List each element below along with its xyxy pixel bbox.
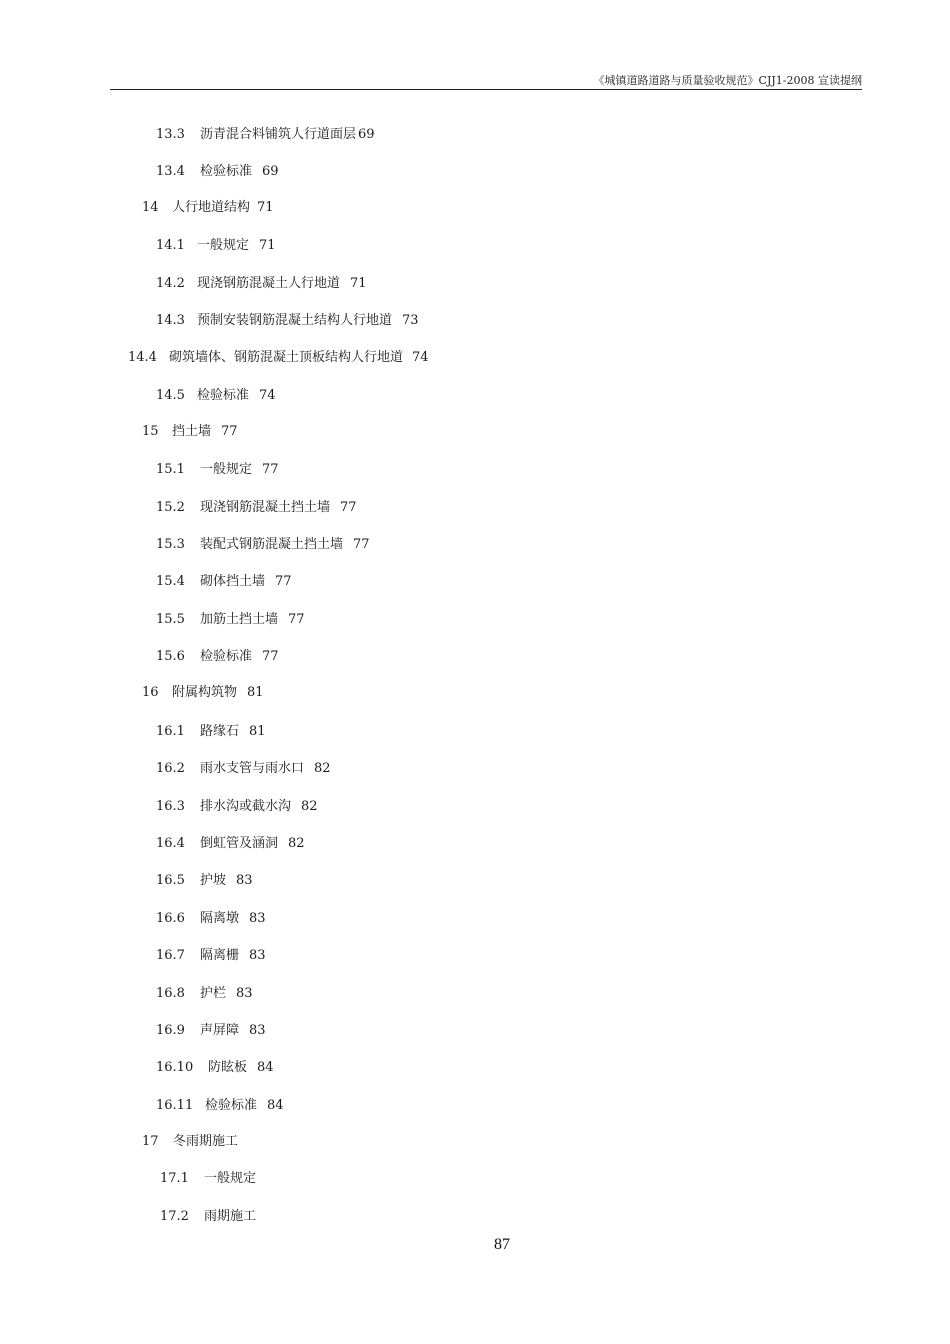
toc-entry-number: 15.6	[156, 649, 185, 664]
toc-entry[interactable]	[156, 237, 276, 255]
toc-entry-number: 16.9	[156, 1023, 185, 1038]
toc-entry[interactable]	[156, 126, 375, 144]
toc-entry[interactable]	[156, 499, 357, 517]
toc-entry-page: 84	[257, 1060, 274, 1075]
toc-entry-page: 81	[249, 724, 266, 739]
toc-entry-number: 15	[142, 424, 159, 439]
toc-entry-number: 17	[142, 1134, 159, 1149]
toc-entry[interactable]	[156, 163, 279, 181]
toc-entry[interactable]	[156, 611, 305, 629]
toc-entry-number: 15.3	[156, 537, 185, 552]
toc-entry[interactable]	[128, 349, 429, 367]
toc-entry-page: 83	[249, 948, 266, 963]
toc-entry-title: 隔离墩	[200, 911, 240, 926]
toc-entry-title: 加筋土挡土墙	[200, 612, 279, 627]
toc-entry-number: 16.11	[156, 1098, 194, 1113]
toc-entry-title: 砌体挡土墙	[200, 574, 266, 589]
toc-entry[interactable]	[160, 1170, 262, 1188]
toc-entry-title: 挡土墙	[172, 424, 212, 439]
toc-entry-title: 沥青混合料铺筑人行道面层	[200, 127, 357, 142]
toc-entry[interactable]	[156, 275, 367, 293]
toc-entry[interactable]	[156, 872, 253, 890]
toc-entry-title: 检验标准	[200, 649, 253, 664]
toc-entry[interactable]	[156, 387, 276, 405]
toc-entry[interactable]	[156, 573, 292, 591]
toc-entry-title: 隔离栅	[200, 948, 240, 963]
toc-entry-number: 15.1	[156, 462, 185, 477]
toc-entry-page: 83	[236, 873, 253, 888]
toc-entry-title: 砌筑墙体、钢筋混凝土顶板结构人行地道	[169, 350, 404, 365]
toc-entry-title: 护坡	[200, 873, 227, 888]
toc-entry-number: 14.1	[156, 238, 185, 253]
toc-entry-page: 83	[236, 986, 253, 1001]
toc-entry-number: 13.4	[156, 164, 185, 179]
toc-entry-title: 装配式钢筋混凝土挡土墙	[200, 537, 344, 552]
toc-entry-number: 14.5	[156, 388, 185, 403]
toc-entry[interactable]	[156, 985, 253, 1003]
toc-entry-number: 15.4	[156, 574, 185, 589]
toc-entry-page: 73	[402, 313, 419, 328]
toc-entry-title: 一般规定	[197, 238, 250, 253]
toc-entry[interactable]	[156, 910, 266, 928]
toc-entry[interactable]	[142, 423, 238, 441]
toc-entry-page: 83	[249, 911, 266, 926]
toc-entry-page: 77	[262, 649, 279, 664]
toc-entry-title: 现浇钢筋混凝土人行地道	[197, 276, 341, 291]
toc-entry-number: 15.2	[156, 500, 185, 515]
toc-entry-title: 路缘石	[200, 724, 240, 739]
toc-entry-page: 77	[221, 424, 238, 439]
toc-entry-page: 82	[301, 799, 318, 814]
toc-entry-page: 77	[262, 462, 279, 477]
toc-entry-page: 74	[259, 388, 276, 403]
toc-entry-title: 声屏障	[200, 1023, 240, 1038]
toc-entry-title: 雨水支管与雨水口	[200, 761, 305, 776]
toc-entry-title: 一般规定	[200, 462, 253, 477]
toc-entry-title: 预制安装钢筋混凝土结构人行地道	[197, 313, 393, 328]
toc-entry-number: 14.3	[156, 313, 185, 328]
toc-entry-title: 护栏	[200, 986, 227, 1001]
toc-entry-page: 77	[340, 500, 357, 515]
toc-entry[interactable]	[156, 798, 318, 816]
toc-entry-title: 倒虹管及涵洞	[200, 836, 279, 851]
toc-entry-page: 69	[262, 164, 279, 179]
toc-entry[interactable]	[156, 723, 266, 741]
toc-entry-number: 14	[142, 200, 159, 215]
toc-entry-number: 16.10	[156, 1060, 194, 1075]
toc-entry-number: 14.4	[128, 350, 157, 365]
toc-entry[interactable]	[142, 1133, 244, 1151]
toc-entry[interactable]	[160, 1208, 262, 1226]
toc-entry-title: 一般规定	[204, 1171, 257, 1186]
toc-entry-title: 排水沟或截水沟	[200, 799, 292, 814]
toc-entry[interactable]	[156, 760, 331, 778]
toc-entry-number: 17.1	[160, 1171, 189, 1186]
toc-entry-page: 77	[288, 612, 305, 627]
toc-entry-number: 16.5	[156, 873, 185, 888]
toc-entry-number: 15.5	[156, 612, 185, 627]
toc-entry-number: 14.2	[156, 276, 185, 291]
toc-entry[interactable]	[156, 947, 266, 965]
toc-entry[interactable]	[142, 684, 264, 702]
toc-entry-page: 82	[288, 836, 305, 851]
toc-entry-number: 16.4	[156, 836, 185, 851]
toc-entry-number: 16.3	[156, 799, 185, 814]
toc-entry[interactable]	[156, 461, 279, 479]
toc-entry-number: 13.3	[156, 127, 185, 142]
toc-entry-title: 检验标准	[205, 1098, 258, 1113]
toc-entry-page: 74	[412, 350, 429, 365]
toc-entry-page: 83	[249, 1023, 266, 1038]
toc-entry[interactable]	[156, 536, 370, 554]
toc-entry-page: 71	[257, 200, 274, 215]
toc-entry-page: 81	[247, 685, 264, 700]
toc-entry-page: 84	[267, 1098, 284, 1113]
toc-entry-number: 16.1	[156, 724, 185, 739]
toc-entry-page: 77	[353, 537, 370, 552]
toc-entry-number: 16.2	[156, 761, 185, 776]
toc-entry-title: 附属构筑物	[172, 685, 238, 700]
toc-entry-title: 检验标准	[200, 164, 253, 179]
page-number: 87	[494, 1236, 510, 1253]
toc-entry[interactable]	[156, 312, 419, 330]
toc-entry-title: 检验标准	[197, 388, 250, 403]
toc-entry-page: 69	[358, 127, 375, 142]
toc-entry-title: 雨期施工	[204, 1209, 257, 1224]
toc-entry-page: 71	[259, 238, 276, 253]
running-header: 《城镇道路道路与质量验收规范》CJJ1-2008 宣读提纲	[593, 74, 862, 87]
toc-entry-number: 16	[142, 685, 159, 700]
toc-entry-number: 16.6	[156, 911, 185, 926]
toc-entry[interactable]	[142, 199, 274, 217]
toc-entry-page: 71	[350, 276, 367, 291]
toc-entry-page: 77	[275, 574, 292, 589]
toc-entry-title: 冬雨期施工	[173, 1134, 239, 1149]
toc-entry-number: 17.2	[160, 1209, 189, 1224]
toc-entry[interactable]	[156, 648, 279, 666]
toc-entry-page: 82	[314, 761, 331, 776]
toc-entry[interactable]	[156, 1097, 284, 1115]
toc-entry[interactable]	[156, 835, 305, 853]
toc-entry[interactable]	[156, 1022, 266, 1040]
toc-entry-number: 16.8	[156, 986, 185, 1001]
toc-entry-number: 16.7	[156, 948, 185, 963]
toc-entry-title: 现浇钢筋混凝土挡土墙	[200, 500, 331, 515]
toc-entry-title: 防眩板	[208, 1060, 248, 1075]
toc-entry[interactable]	[156, 1059, 274, 1077]
toc-entry-title: 人行地道结构	[172, 200, 251, 215]
